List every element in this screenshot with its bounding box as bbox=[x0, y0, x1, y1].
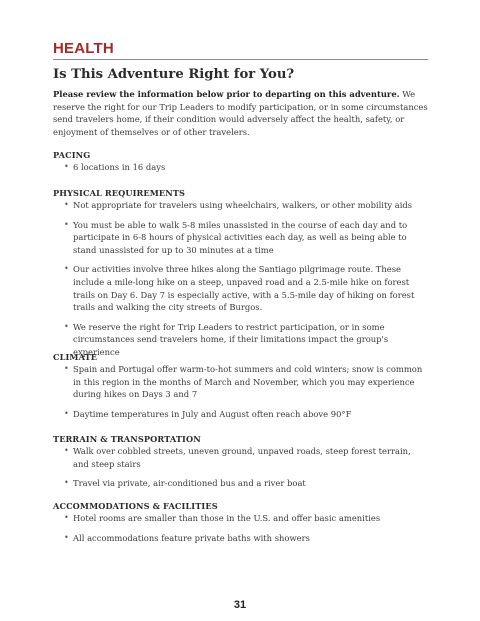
list-item-text: Travel via private, air-conditioned bus and a river boat bbox=[73, 478, 306, 489]
list-item bbox=[53, 532, 428, 545]
bullet-icon: • bbox=[64, 321, 69, 331]
terrain-transportation-section bbox=[53, 434, 428, 490]
list-item-text: Our activities involve three hikes along the Santiago pilgrimage route. These include a mile-long hike on a steep, unpaved road and a 2.5-mile hike on forest trails on Day 6. Day 7 is especially active, with a 5.5-mile day of hiking on forest trails and walking the city streets of Burgos. bbox=[73, 264, 415, 313]
list-item-text: 6 locations in 16 days bbox=[73, 162, 166, 172]
physical-requirements-label: PHYSICAL REQUIREMENTS bbox=[53, 188, 186, 198]
list-item-text: We reserve the right for Trip Leaders to restrict participation, or in some circumstances send travelers home, if their limitations impact the group's experience bbox=[73, 321, 389, 357]
bullet-icon: • bbox=[64, 408, 69, 418]
pacing-section bbox=[53, 150, 428, 174]
accommodations-facilities-section bbox=[53, 501, 428, 544]
bullet-icon: • bbox=[64, 513, 69, 522]
page-number: 31 bbox=[233, 599, 247, 611]
pacing-list bbox=[53, 161, 428, 174]
list-item bbox=[53, 408, 428, 421]
list-item bbox=[53, 512, 428, 525]
intro-paragraph bbox=[53, 88, 428, 138]
terrain-transportation-label: TERRAIN & TRANSPORTATION bbox=[53, 434, 201, 444]
physical-requirements-section bbox=[53, 188, 428, 359]
list-item-text: Walk over cobbled streets, uneven ground, unpaved roads, steep forest terrain, and steep stairs bbox=[73, 446, 411, 469]
climate-label: CLIMATE bbox=[53, 352, 98, 362]
intro-text: We reserve the right for our Trip Leaders to modify participation, or in some circumstances send travelers home, if their condition would adversely affect the health, safety, or enjoyment of themselves or of other travelers. bbox=[53, 89, 428, 137]
accommodations-facilities-list bbox=[53, 512, 428, 544]
list-item bbox=[53, 199, 428, 212]
list-item bbox=[53, 219, 428, 257]
pacing-label: PACING bbox=[53, 150, 91, 160]
list-item bbox=[53, 161, 428, 174]
climate-section bbox=[53, 352, 428, 420]
list-item bbox=[53, 363, 428, 401]
accommodations-facilities-label: ACCOMMODATIONS & FACILITIES bbox=[53, 501, 218, 511]
list-item-text: Daytime temperatures in July and August often reach above 90°F bbox=[73, 408, 352, 419]
page-heading: Is This Adventure Right for You? bbox=[53, 67, 295, 82]
physical-requirements-list bbox=[53, 199, 428, 359]
climate-list bbox=[53, 363, 428, 420]
section-title: HEALTH bbox=[53, 40, 114, 57]
list-item bbox=[53, 477, 428, 490]
bullet-icon: • bbox=[64, 264, 69, 274]
bullet-icon: • bbox=[64, 478, 69, 488]
list-item-text: All accommodations feature private baths with showers bbox=[73, 532, 310, 543]
list-item-text: Not appropriate for travelers using wheelchairs, walkers, or other mobility aids bbox=[73, 200, 413, 210]
bullet-icon: • bbox=[64, 446, 69, 455]
bullet-icon: • bbox=[64, 162, 69, 171]
list-item-text: Spain and Portugal offer warm-to-hot summers and cold winters; snow is common in this region in the months of March and November, which you may experience during hikes on Days 3 and 7 bbox=[73, 364, 423, 400]
bullet-icon: • bbox=[64, 364, 69, 373]
list-item-text: Hotel rooms are smaller than those in the U.S. and offer basic amenities bbox=[73, 513, 381, 523]
terrain-transportation-list bbox=[53, 445, 428, 490]
intro-bold-text: Please review the information below prior to departing on this adventure. bbox=[53, 89, 400, 99]
list-item bbox=[53, 445, 428, 470]
bullet-icon: • bbox=[64, 219, 69, 229]
list-item bbox=[53, 263, 428, 313]
bullet-icon: • bbox=[64, 532, 69, 542]
title-divider bbox=[53, 59, 428, 60]
bullet-icon: • bbox=[64, 200, 69, 209]
list-item-text: You must be able to walk 5-8 miles unassisted in the course of each day and to participate in 6-8 hours of physical activities each day, as well as being able to stand unassisted for up to 30 minutes at a time bbox=[73, 219, 408, 255]
